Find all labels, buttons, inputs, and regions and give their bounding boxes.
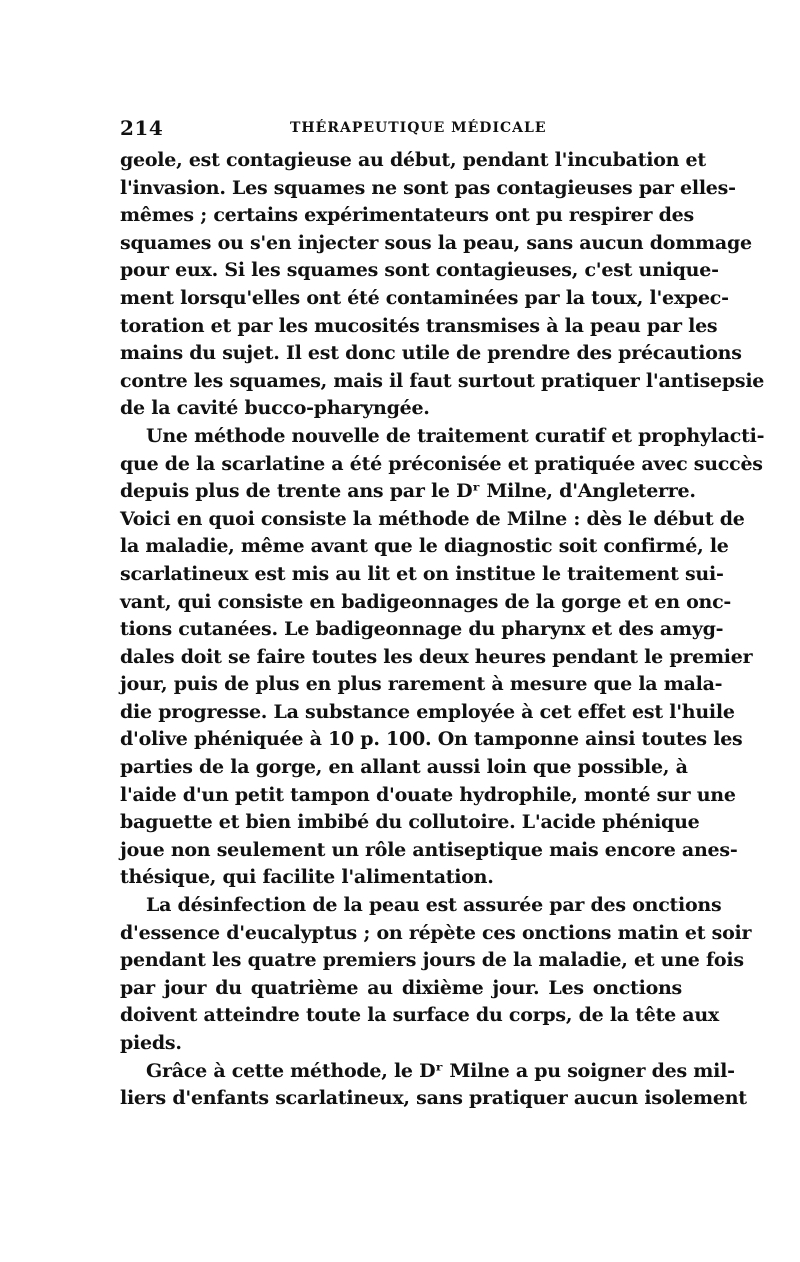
text-line: parties de la gorge, en allant aussi loin que possible, à [120, 756, 688, 779]
text-line: doivent atteindre toute la surface du corps, de la tête aux [120, 1004, 720, 1027]
text-line: d'olive phéniquée à 10 p. 100. On tamponne ainsi toutes les [120, 728, 743, 751]
text-line: pour eux. Si les squames sont contagieuses, c'est unique- [120, 259, 719, 282]
text-line: vant, qui consiste en badigeonnages de la gorge et en onc- [120, 590, 732, 613]
text-line: Grâce à cette méthode, le Dʳ Milne a pu soigner des mil- [146, 1059, 735, 1082]
text-line: geole, est contagieuse au début, pendant l'incubation et [120, 149, 706, 171]
text-line: depuis plus de trente ans par le Dʳ Milne, d'Angleterre. [120, 480, 696, 503]
text-line: pieds. [120, 1032, 182, 1054]
text-line: joue non seulement un rôle antiseptique mais encore anes- [120, 838, 738, 861]
text-line: tions cutanées. Le badigeonnage du pharynx et des amyg- [120, 618, 724, 641]
text-line: Voici en quoi consiste la méthode de Milne : dès le début de [120, 507, 745, 530]
text-line: die progresse. La substance employée à cet effet est l'huile [120, 700, 735, 723]
text-line: La désinfection de la peau est assurée par des onctions [146, 894, 722, 917]
text-line: jour, puis de plus en plus rarement à mesure que la mala- [120, 673, 723, 696]
text-line: squames ou s'en injecter sous la peau, sans aucun dommage [120, 231, 752, 254]
text-line: la maladie, même avant que le diagnostic soit confirmé, le [120, 535, 729, 558]
page-number: 214 [120, 116, 164, 140]
text-line: dales doit se faire toutes les deux heures pendant le premier [120, 645, 753, 668]
text-line: thésique, qui facilite l'alimentation. [120, 866, 494, 889]
running-head: THÉRAPEUTIQUE MÉDICALE [290, 120, 547, 136]
text-line: scarlatineux est mis au lit et on institue le traitement sui- [120, 562, 724, 585]
page-header [120, 116, 680, 138]
text-line: baguette et bien imbibé du collutoire. L'acide phénique [120, 811, 700, 834]
text-line: d'essence d'eucalyptus ; on répète ces onctions matin et soir [120, 921, 752, 944]
text-line: mêmes ; certains expérimentateurs ont pu respirer des [120, 204, 694, 227]
text-line: Une méthode nouvelle de traitement curatif et prophylacti- [146, 424, 765, 447]
text-line: pendant les quatre premiers jours de la maladie, et une fois [120, 949, 744, 972]
text-line: toration et par les mucosités transmises à la peau par les [120, 314, 718, 337]
text-line: contre les squames, mais il faut surtout pratiquer l'antisepsie [120, 369, 765, 392]
text-line: par jour du quatrième au dixième jour. Les onctions [120, 976, 682, 999]
text-line: que de la scarlatine a été préconisée et pratiquée avec succès [120, 452, 763, 475]
text-line: mains du sujet. Il est donc utile de prendre des précautions [120, 342, 742, 365]
text-line: de la cavité bucco-pharyngée. [120, 397, 430, 420]
text-line: l'aide d'un petit tampon d'ouate hydrophile, monté sur une [120, 783, 736, 806]
text-line: liers d'enfants scarlatineux, sans pratiquer aucun isolement [120, 1087, 747, 1110]
text-line: ment lorsqu'elles ont été contaminées par la toux, l'expec- [120, 286, 729, 309]
text-line: l'invasion. Les squames ne sont pas contagieuses par elles- [120, 176, 736, 199]
body-text [120, 147, 765, 1113]
